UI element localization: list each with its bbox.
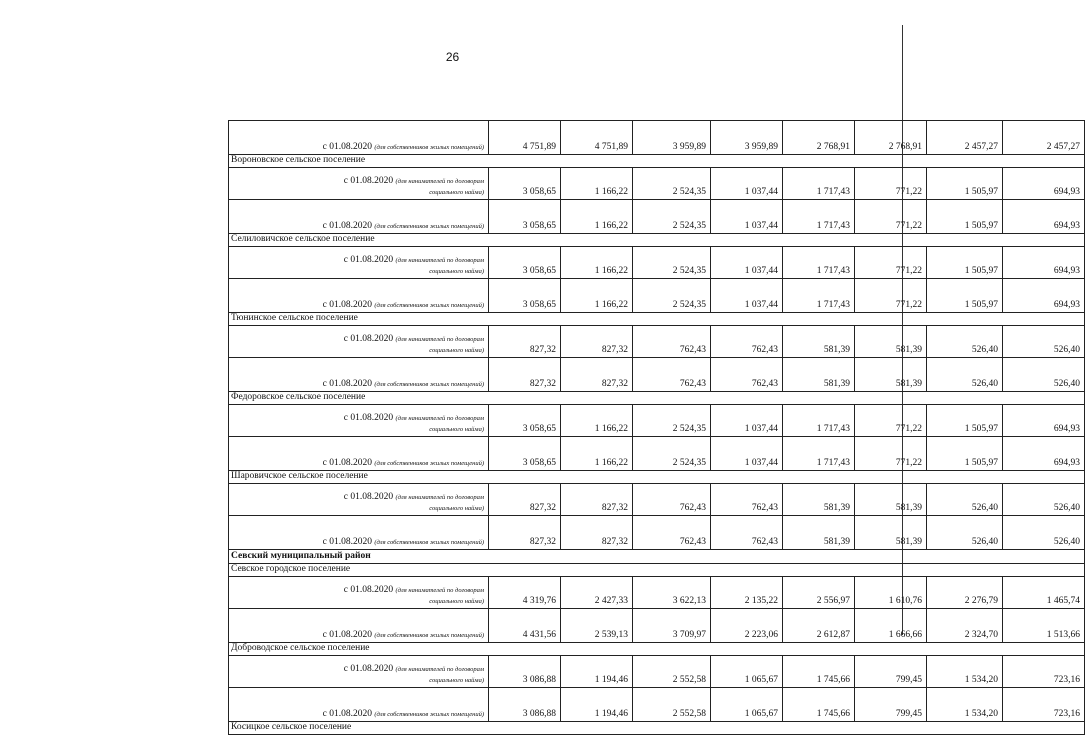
row-label-date: с 01.08.2020: [343, 255, 394, 265]
tariff-value-cell: 1 065,67: [711, 656, 783, 688]
tariff-value-cell: 3 959,89: [711, 121, 783, 155]
row-label-line-1: [233, 413, 484, 424]
tariff-value-cell: 1 037,44: [711, 437, 783, 471]
tariff-value-cell: 1 065,67: [711, 688, 783, 722]
row-label-date: с 01.08.2020: [322, 379, 372, 389]
tariff-value-cell: 1 037,44: [711, 405, 783, 437]
tariff-value-cell: 2 552,58: [633, 688, 711, 722]
tariff-value-cell: 694,93: [1003, 200, 1085, 234]
row-label: [229, 168, 489, 200]
tariff-table-body: [229, 121, 1085, 735]
row-label: [229, 577, 489, 609]
settlement-header-row: [229, 313, 1085, 326]
tariff-row: [229, 656, 1085, 688]
tariff-value-cell: 762,43: [633, 358, 711, 392]
tariff-value-cell: 2 524,35: [633, 247, 711, 279]
tariff-value-cell: 2 276,79: [927, 577, 1003, 609]
tariff-value-cell: 2 524,35: [633, 279, 711, 313]
tariff-value-cell: 2 457,27: [1003, 121, 1085, 155]
tariff-row: [229, 121, 1085, 155]
tariff-value-cell: 3 622,13: [633, 577, 711, 609]
settlement-name: Вороновское сельское поселение: [229, 155, 1085, 168]
row-label-note: (для собственников жилых помещений): [374, 223, 484, 230]
tariff-row: [229, 688, 1085, 722]
tariff-value-cell: 1 166,22: [561, 405, 633, 437]
tariff-value-cell: 1 513,66: [1003, 609, 1085, 643]
tariff-value-cell: 1 505,97: [927, 247, 1003, 279]
tariff-value-cell: 762,43: [633, 516, 711, 550]
tariff-value-cell: 827,32: [561, 516, 633, 550]
tariff-value-cell: 526,40: [1003, 326, 1085, 358]
tariff-row: [229, 247, 1085, 279]
tariff-value-cell: 3 058,65: [489, 168, 561, 200]
tariff-value-cell: 2 427,33: [561, 577, 633, 609]
row-label-date: с 01.08.2020: [322, 709, 372, 719]
row-label-note: (для нанимателей по договорам: [395, 666, 484, 673]
row-label-line-1: [233, 664, 484, 675]
tariff-value-cell: 2 457,27: [927, 121, 1003, 155]
tariff-row: [229, 326, 1085, 358]
tariff-value-cell: 1 166,22: [561, 200, 633, 234]
tariff-value-cell: 526,40: [927, 358, 1003, 392]
tariff-value-cell: 581,39: [783, 358, 855, 392]
row-label-line-1: [233, 492, 484, 503]
tariff-value-cell: 762,43: [711, 358, 783, 392]
tariff-value-cell: 581,39: [783, 516, 855, 550]
row-label-date: с 01.08.2020: [343, 492, 394, 502]
row-label-date: с 01.08.2020: [322, 142, 372, 152]
row-label-date: с 01.08.2020: [322, 630, 372, 640]
tariff-value-cell: 2 552,58: [633, 656, 711, 688]
tariff-value-cell: 1 166,22: [561, 279, 633, 313]
tariff-value-cell: 827,32: [489, 516, 561, 550]
tariff-value-cell: 526,40: [927, 326, 1003, 358]
tariff-value-cell: 3 959,89: [633, 121, 711, 155]
row-label: [229, 609, 489, 643]
row-label-date: с 01.08.2020: [343, 334, 394, 344]
row-label-note-continued: социального найма): [429, 505, 484, 512]
tariff-value-cell: 2 524,35: [633, 200, 711, 234]
tariff-value-cell: 1 717,43: [783, 437, 855, 471]
tariff-value-cell: 2 768,91: [783, 121, 855, 155]
tariff-value-cell: 1 037,44: [711, 247, 783, 279]
tariff-value-cell: 1 717,43: [783, 247, 855, 279]
page-number: 26: [445, 50, 460, 64]
row-label-note: (для нанимателей по договорам: [395, 494, 484, 501]
tariff-row: [229, 609, 1085, 643]
tariff-value-cell: 771,22: [855, 437, 927, 471]
row-label-date: с 01.08.2020: [343, 413, 394, 423]
tariff-value-cell: 771,22: [855, 247, 927, 279]
tariff-value-cell: 1 745,66: [783, 656, 855, 688]
tariff-value-cell: 4 751,89: [489, 121, 561, 155]
row-label-note-continued: социального найма): [429, 677, 484, 684]
row-label: [229, 437, 489, 471]
tariff-value-cell: 1 610,76: [855, 577, 927, 609]
tariff-value-cell: 581,39: [783, 484, 855, 516]
tariff-value-cell: 3 058,65: [489, 200, 561, 234]
tariff-value-cell: 581,39: [855, 326, 927, 358]
row-label-note: (для собственников жилых помещений): [374, 302, 484, 309]
tariff-row: [229, 279, 1085, 313]
row-label-line-1: [233, 255, 484, 266]
row-label-note: (для собственников жилых помещений): [374, 144, 484, 151]
settlement-header-row: [229, 392, 1085, 405]
row-label: [229, 326, 489, 358]
row-label: [229, 656, 489, 688]
settlement-header-row: [229, 155, 1085, 168]
tariff-value-cell: 2 539,13: [561, 609, 633, 643]
tariff-value-cell: 2 524,35: [633, 168, 711, 200]
settlement-header-row: [229, 722, 1085, 735]
settlement-header-row: [229, 471, 1085, 484]
settlement-name: Тюнинское сельское поселение: [229, 313, 1085, 326]
tariff-value-cell: 2 135,22: [711, 577, 783, 609]
tariff-value-cell: 827,32: [561, 484, 633, 516]
tariff-value-cell: 526,40: [1003, 484, 1085, 516]
tariff-value-cell: 762,43: [633, 326, 711, 358]
tariff-value-cell: 3 058,65: [489, 437, 561, 471]
row-label-note-continued: социального найма): [429, 347, 484, 354]
row-label-note: (для собственников жилых помещений): [374, 539, 484, 546]
row-label-note: (для нанимателей по договорам: [395, 336, 484, 343]
row-label: [229, 121, 489, 155]
row-label-note: (для нанимателей по договорам: [395, 587, 484, 594]
tariff-value-cell: 2 524,35: [633, 405, 711, 437]
row-label-date: с 01.08.2020: [322, 537, 372, 547]
row-label: [229, 200, 489, 234]
tariff-value-cell: 762,43: [633, 484, 711, 516]
tariff-value-cell: 1 717,43: [783, 200, 855, 234]
tariff-row: [229, 484, 1085, 516]
row-label-date: с 01.08.2020: [343, 664, 394, 674]
tariff-value-cell: 771,22: [855, 200, 927, 234]
tariff-value-cell: 827,32: [489, 484, 561, 516]
tariff-value-cell: 1 505,97: [927, 437, 1003, 471]
district-name: Севский муниципальный район: [229, 550, 1085, 564]
row-label-line-1: [233, 334, 484, 345]
row-label-note: (для собственников жилых помещений): [374, 381, 484, 388]
row-label-note: (для собственников жилых помещений): [374, 711, 484, 718]
settlement-header-row: [229, 234, 1085, 247]
row-label-note: (для собственников жилых помещений): [374, 460, 484, 467]
tariff-value-cell: 1 666,66: [855, 609, 927, 643]
tariff-value-cell: 1 505,97: [927, 405, 1003, 437]
tariff-value-cell: 1 534,20: [927, 656, 1003, 688]
tariff-value-cell: 1 505,97: [927, 200, 1003, 234]
tariff-value-cell: 827,32: [561, 326, 633, 358]
tariff-value-cell: 1 465,74: [1003, 577, 1085, 609]
settlement-name: Федоровское сельское поселение: [229, 392, 1085, 405]
tariff-value-cell: 827,32: [561, 358, 633, 392]
tariff-value-cell: 1 717,43: [783, 168, 855, 200]
tariff-value-cell: 3 086,88: [489, 688, 561, 722]
tariff-value-cell: 3 058,65: [489, 279, 561, 313]
settlement-name: Доброводское сельское поселение: [229, 643, 1085, 656]
tariff-value-cell: 2 768,91: [855, 121, 927, 155]
tariff-row: [229, 200, 1085, 234]
tariff-value-cell: 1 037,44: [711, 168, 783, 200]
tariff-row: [229, 405, 1085, 437]
tariff-value-cell: 1 037,44: [711, 200, 783, 234]
settlement-header-row: [229, 564, 1085, 577]
tariff-value-cell: 694,93: [1003, 279, 1085, 313]
row-label-note: (для нанимателей по договорам: [395, 257, 484, 264]
tariff-value-cell: 3 709,97: [633, 609, 711, 643]
district-header-row: [229, 550, 1085, 564]
tariff-value-cell: 694,93: [1003, 247, 1085, 279]
tariff-value-cell: 1 505,97: [927, 168, 1003, 200]
row-label-line-1: [233, 176, 484, 187]
tariff-value-cell: 694,93: [1003, 405, 1085, 437]
tariff-row: [229, 516, 1085, 550]
tariff-value-cell: 1 166,22: [561, 247, 633, 279]
tariff-value-cell: 4 319,76: [489, 577, 561, 609]
tariff-value-cell: 1 717,43: [783, 279, 855, 313]
tariff-value-cell: 762,43: [711, 484, 783, 516]
row-label: [229, 516, 489, 550]
tariff-value-cell: 694,93: [1003, 168, 1085, 200]
row-label-note-continued: социального найма): [429, 426, 484, 433]
tariff-value-cell: 2 524,35: [633, 437, 711, 471]
settlement-name: Селиловичское сельское поселение: [229, 234, 1085, 247]
row-label: [229, 247, 489, 279]
row-label-note: (для собственников жилых помещений): [374, 632, 484, 639]
tariff-value-cell: 581,39: [855, 516, 927, 550]
tariff-value-cell: 581,39: [855, 484, 927, 516]
row-label-note-continued: социального найма): [429, 189, 484, 196]
tariff-row: [229, 437, 1085, 471]
row-label-date: с 01.08.2020: [322, 300, 372, 310]
tariff-value-cell: 1 717,43: [783, 405, 855, 437]
row-label-note: (для нанимателей по договорам: [395, 178, 484, 185]
row-label: [229, 688, 489, 722]
tariff-value-cell: 526,40: [1003, 358, 1085, 392]
tariff-value-cell: 526,40: [927, 484, 1003, 516]
tariff-value-cell: 1 166,22: [561, 168, 633, 200]
tariff-value-cell: 799,45: [855, 688, 927, 722]
tariff-value-cell: 771,22: [855, 279, 927, 313]
row-label-note-continued: социального найма): [429, 598, 484, 605]
tariff-row: [229, 168, 1085, 200]
tariff-value-cell: 694,93: [1003, 437, 1085, 471]
tariff-value-cell: 4 751,89: [561, 121, 633, 155]
tariff-value-cell: 827,32: [489, 358, 561, 392]
tariff-row: [229, 358, 1085, 392]
settlement-name: Шаровичское сельское поселение: [229, 471, 1085, 484]
tariff-value-cell: 771,22: [855, 405, 927, 437]
tariff-value-cell: 3 058,65: [489, 405, 561, 437]
tariff-row: [229, 577, 1085, 609]
row-label-date: с 01.08.2020: [322, 221, 372, 231]
row-label-date: с 01.08.2020: [322, 458, 372, 468]
tariff-table: [228, 120, 1085, 735]
tariff-value-cell: 4 431,56: [489, 609, 561, 643]
tariff-value-cell: 526,40: [927, 516, 1003, 550]
row-label-date: с 01.08.2020: [343, 176, 394, 186]
tariff-value-cell: 827,32: [489, 326, 561, 358]
tariff-value-cell: 526,40: [1003, 516, 1085, 550]
tariff-value-cell: 3 058,65: [489, 247, 561, 279]
tariff-value-cell: 1 166,22: [561, 437, 633, 471]
tariff-value-cell: 2 556,97: [783, 577, 855, 609]
tariff-value-cell: 581,39: [855, 358, 927, 392]
tariff-value-cell: 1 505,97: [927, 279, 1003, 313]
row-label-note-continued: социального найма): [429, 268, 484, 275]
tariff-value-cell: 723,16: [1003, 656, 1085, 688]
tariff-value-cell: 762,43: [711, 516, 783, 550]
tariff-value-cell: 799,45: [855, 656, 927, 688]
row-label: [229, 405, 489, 437]
row-label: [229, 358, 489, 392]
row-label-line-1: [233, 585, 484, 596]
row-label: [229, 484, 489, 516]
tariff-value-cell: 1 534,20: [927, 688, 1003, 722]
tariff-value-cell: 3 086,88: [489, 656, 561, 688]
tariff-value-cell: 771,22: [855, 168, 927, 200]
row-label-note: (для нанимателей по договорам: [395, 415, 484, 422]
row-label: [229, 279, 489, 313]
tariff-value-cell: 1 037,44: [711, 279, 783, 313]
tariff-value-cell: 1 194,46: [561, 688, 633, 722]
tariff-value-cell: 2 612,87: [783, 609, 855, 643]
settlement-name: Косицкое сельское поселение: [229, 722, 1085, 735]
settlement-name: Севское городское поселение: [229, 564, 1085, 577]
tariff-value-cell: 1 745,66: [783, 688, 855, 722]
tariff-value-cell: 762,43: [711, 326, 783, 358]
tariff-value-cell: 1 194,46: [561, 656, 633, 688]
tariff-value-cell: 2 223,06: [711, 609, 783, 643]
settlement-header-row: [229, 643, 1085, 656]
tariff-value-cell: 581,39: [783, 326, 855, 358]
row-label-date: с 01.08.2020: [343, 585, 394, 595]
tariff-value-cell: 723,16: [1003, 688, 1085, 722]
tariff-value-cell: 2 324,70: [927, 609, 1003, 643]
